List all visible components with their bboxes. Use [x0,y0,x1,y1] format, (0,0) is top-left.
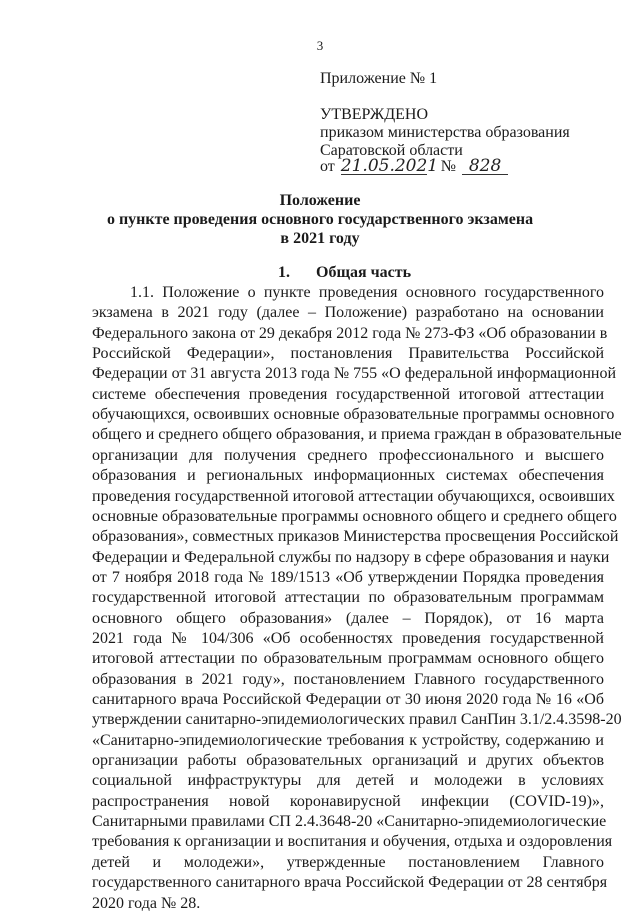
section-number: 1. [278,264,290,281]
paragraph-line: государственного санитарного врача Российской Федерации от 28 сентября [92,874,608,892]
approved-by-order: приказом министерства образования [320,124,570,141]
from-label: от [320,158,335,175]
section-heading [278,264,411,282]
paragraph-line: Федерации и Федеральной службы по надзору в сфере образования и науки [92,548,610,566]
paragraph-line: Федерации от 31 августа 2013 года № 755 «О федеральной информационной [92,365,617,383]
paragraph-line: общего и среднего общего образования, и приема граждан в образовательные [92,426,622,444]
appendix-label: Приложение № 1 [320,70,438,87]
document-subtitle: о пункте проведения основного государственного экзамена [106,211,534,228]
paragraph-line: итоговой аттестации по образовательным программам основного общего [92,650,604,668]
document-title: Положение [279,192,361,209]
paragraph-line: требования к организации и воспитания и обучения, отдыха и оздоровления [92,833,613,851]
paragraph-line: организации для получения среднего профессионального и высшего [92,446,604,464]
paragraph-line: образования», совместных приказов Министерства просвещения Российской [92,528,619,546]
approved-label: УТВЕРЖДЕНО [320,106,429,123]
paragraph-line: «Санитарно-эпидемиологические требования к устройству, содержанию и [92,731,604,749]
paragraph-line: распространения новой коронавирусной инфекции (COVID-19)», [92,792,604,810]
paragraph-line: от 7 ноября 2018 года № 189/1513 «Об утверждении Порядка проведения [92,568,604,586]
paragraph-line: Российской Федерации», постановления Правительства Российской [92,345,604,363]
paragraph-line: 2020 года № 28. [92,894,201,912]
paragraph-line: системе обеспечения проведения государственной итоговой аттестации [92,385,604,403]
number-label: № [440,158,457,175]
paragraph-line: государственной итоговой аттестации по образовательным программам [92,589,604,607]
handwritten-number: 828 [462,158,508,175]
approval-date-line [320,158,508,176]
paragraph-line: 2021 года № 104/306 «Об особенностях проведения государственной [92,629,604,647]
approved-region: Саратовской области [320,142,463,159]
paragraph-line: 1.1. Положение о пункте проведения основного государственного [130,284,604,301]
paragraph-line: утверждении санитарно-эпидемиологических правил СанПин 3.1/2.4.3598-20 [92,711,622,729]
handwritten-date: 21.05.2021 [340,156,439,176]
paragraph-line: Федерального закона от 29 декабря 2012 года № 273-ФЗ «Об образовании в [92,324,608,342]
paragraph-line: санитарного врача Российской Федерации от 30 июня 2020 года № 16 «Об [92,691,604,708]
paragraph-line: основные образовательные программы основного общего и среднего общего [92,507,617,525]
document-year: в 2021 году [280,230,360,247]
paragraph-line: проведения государственной итоговой аттестации обучающихся, освоивших [92,487,615,505]
paragraph-line: образования и региональных информационных системах обеспечения [92,467,604,485]
paragraph-line: образования в 2021 году», постановлением Главного государственного [92,670,604,688]
paragraph-line: организации работы образовательных организаций и других объектов [92,752,604,770]
paragraph-line: основного общего образования» (далее – Порядок), от 16 марта [92,609,604,627]
page-number: 3 [316,38,324,53]
paragraph-line: обучающихся, освоивших основные образовательные программы основного [92,406,615,424]
paragraph-line: детей и молодежи», утвержденные постановлением Главного [92,853,604,871]
paragraph-line: экзамена в 2021 году (далее – Положение) разработано на основании [92,304,604,322]
paragraph-line: социальной инфраструктуры для детей и молодежи в условиях [92,772,604,790]
paragraph-line: Санитарными правилами СП 2.4.3648-20 «Санитарно-эпидемиологические [92,813,607,831]
section-title: Общая часть [316,264,412,281]
